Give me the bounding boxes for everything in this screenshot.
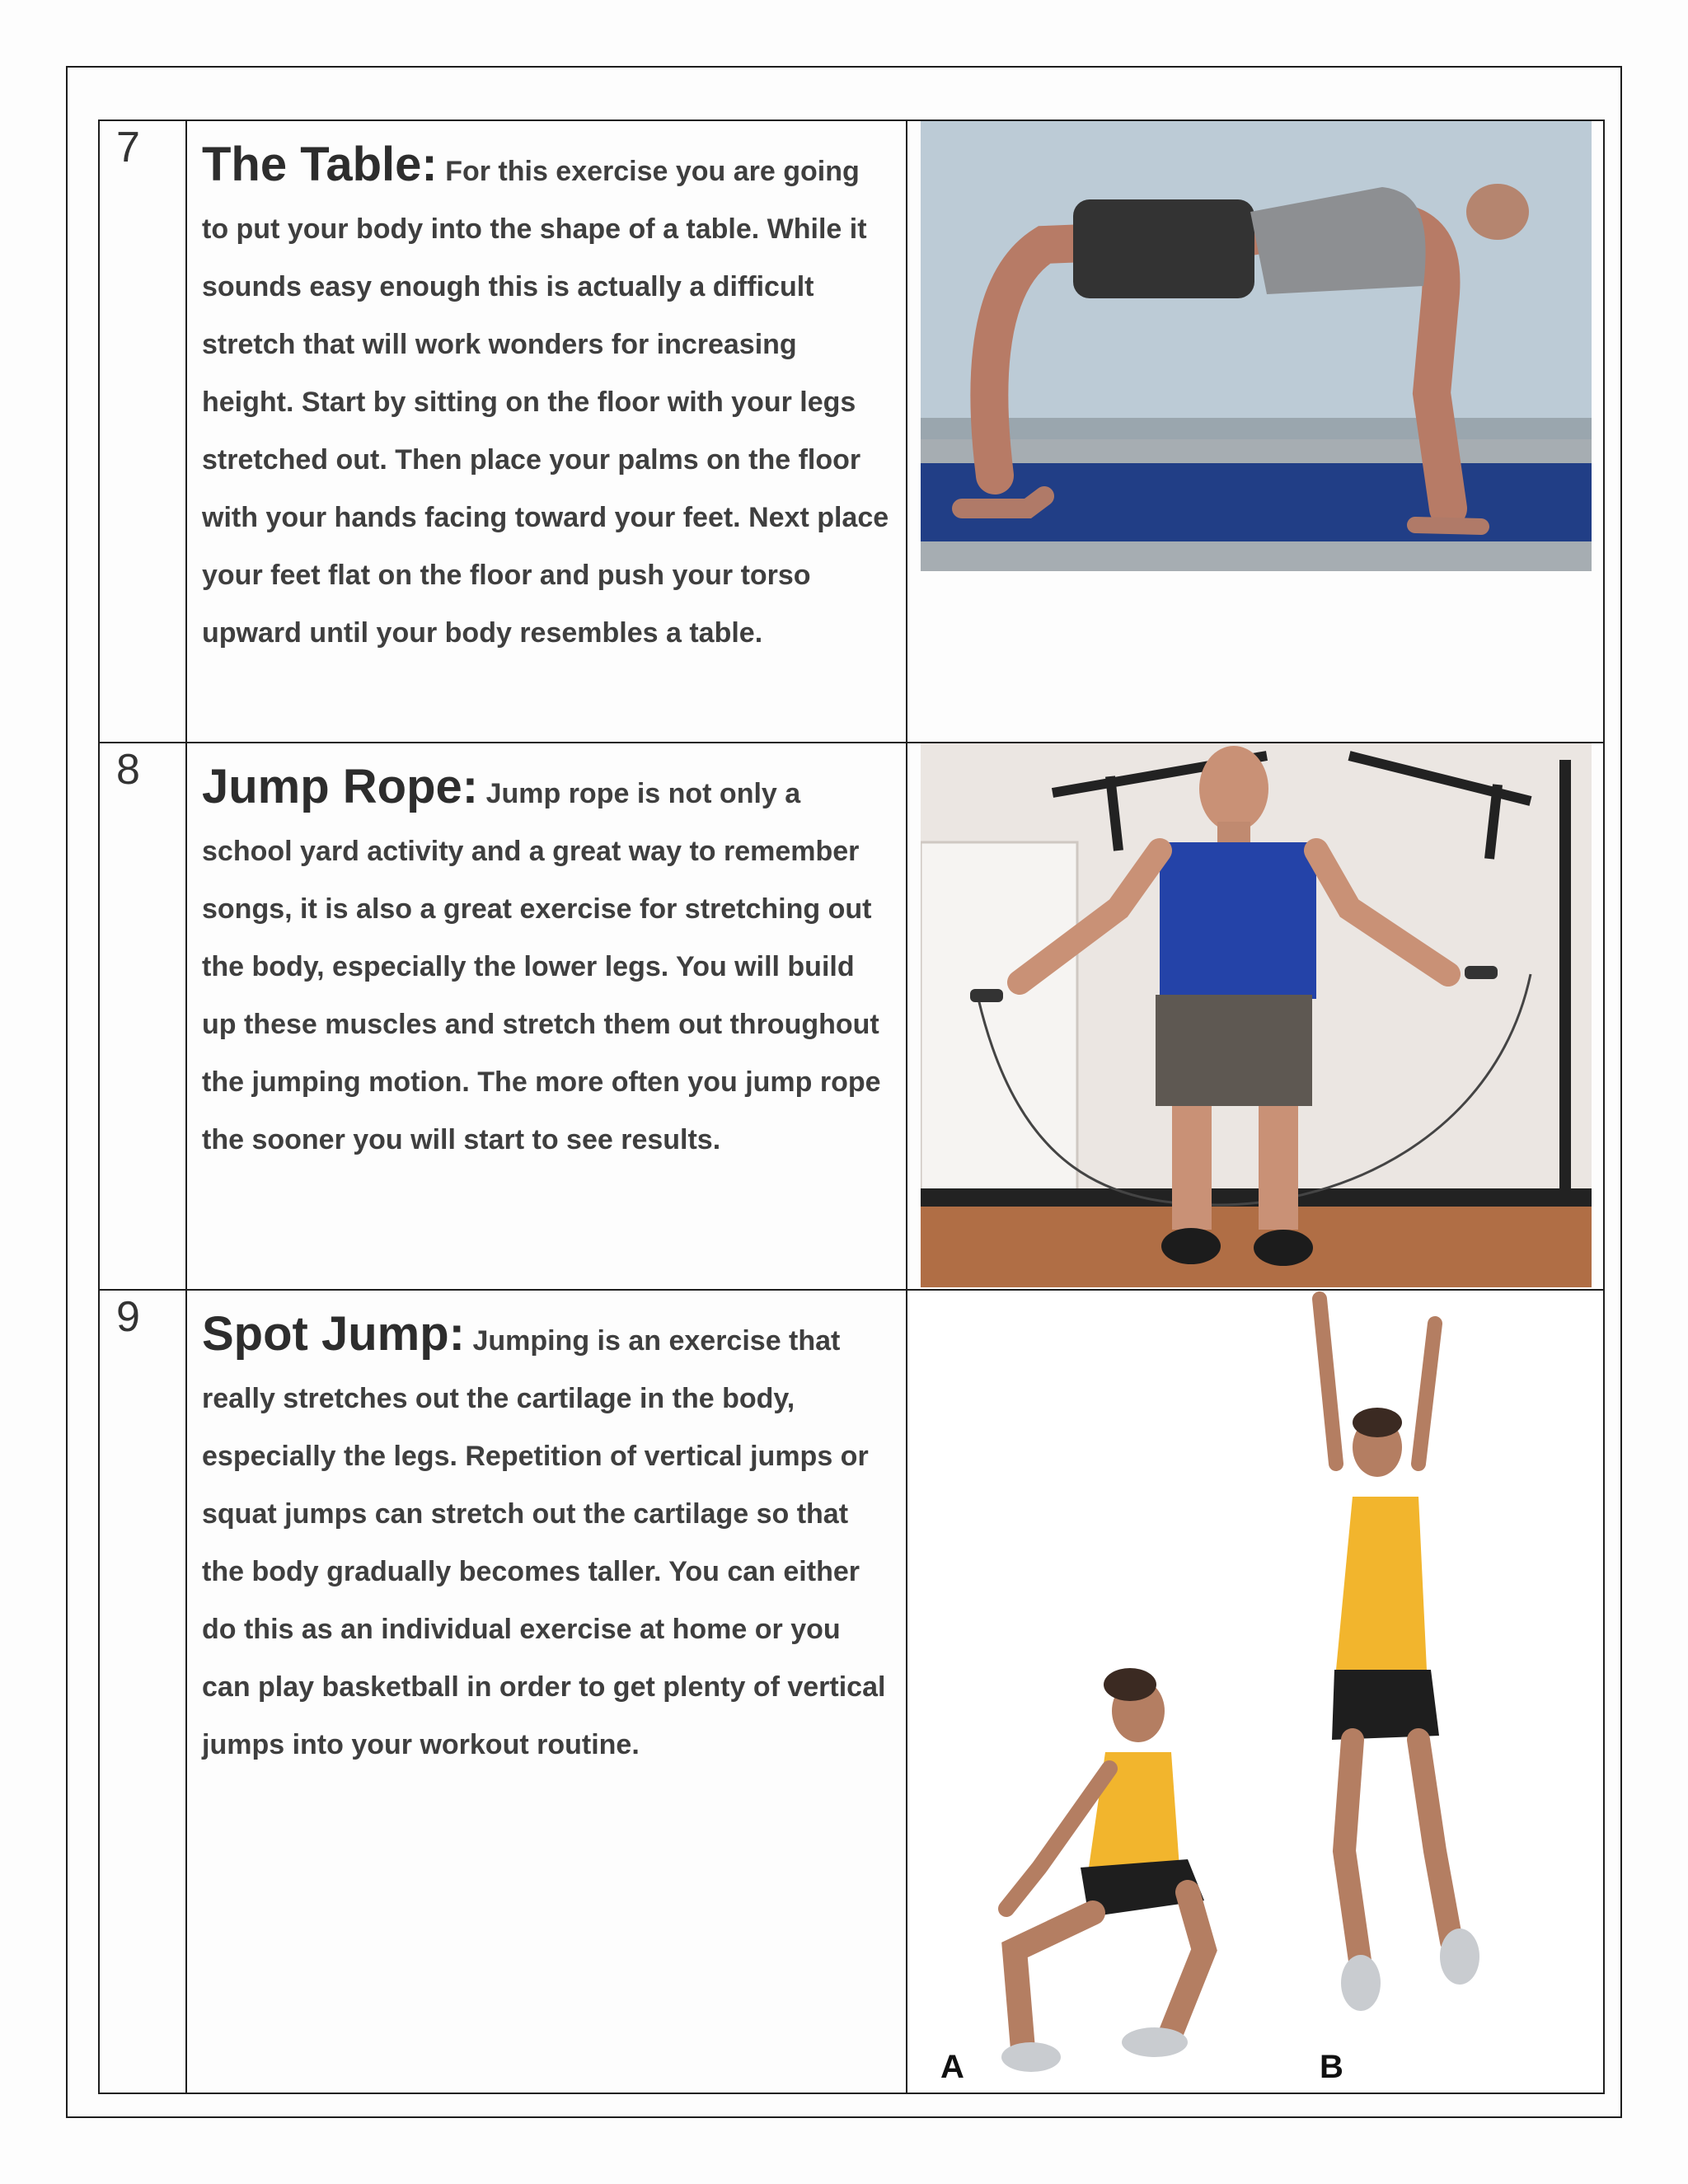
spot-jump-photo: [907, 1291, 1601, 2090]
table-row: [99, 1290, 1604, 2093]
row-number: 8: [116, 746, 140, 794]
row-number-cell: [99, 120, 186, 743]
row-number: 7: [116, 124, 140, 171]
exercise-description: [187, 743, 906, 1169]
exercise-title: Spot Jump:: [202, 1307, 465, 1361]
table-row: [99, 743, 1604, 1290]
exercise-body: Jump rope is not only a school yard activity and a great way to remember songs, it is also a great exercise for stretching out the body, especially the lower legs. You will build up these muscles and stretch them out throughout the jumping motion. The more often you jump rope the sooner you will start to see results.: [202, 778, 881, 1155]
exercise-title: Jump Rope:: [202, 760, 479, 813]
photo-cell: [907, 120, 1604, 743]
exercise-body: Jumping is an exercise that really stretches out the cartilage in the body, especially the legs. Repetition of vertical jumps or squat jumps can stretch out the cartilage so that the body gradually becomes taller. You can either do this as an individual exercise at home or you can play basketball in order to get plenty of vertical jumps into your workout routine.: [202, 1325, 886, 1760]
photo-label-b: B: [1320, 2049, 1343, 2085]
table-pose-photo: [921, 121, 1592, 571]
exercise-title: The Table:: [202, 138, 438, 191]
exercise-body: For this exercise you are going to put your body into the shape of a table. While it sounds easy enough this is actually a difficult stretch that will work wonders for increasing height. Start by sitting on the floor with your legs stretched out. Then place your palms on the floor with your hands facing toward your feet. Next place your feet flat on the floor and push your torso upward until your body resembles a table.: [202, 156, 889, 649]
row-number-cell: [99, 1290, 186, 2093]
exercise-description: [187, 1291, 906, 1774]
table-row: [99, 120, 1604, 743]
row-number-cell: [99, 743, 186, 1290]
photo-label-a: A: [940, 2049, 964, 2085]
photo-cell: [907, 1290, 1604, 2093]
exercise-table: [98, 120, 1605, 2094]
description-cell: [186, 1290, 907, 2093]
description-cell: [186, 743, 907, 1290]
description-cell: [186, 120, 907, 743]
exercise-description: [187, 121, 906, 662]
jump-rope-photo: [921, 743, 1592, 1287]
photo-cell: [907, 743, 1604, 1290]
row-number: 9: [116, 1293, 140, 1341]
